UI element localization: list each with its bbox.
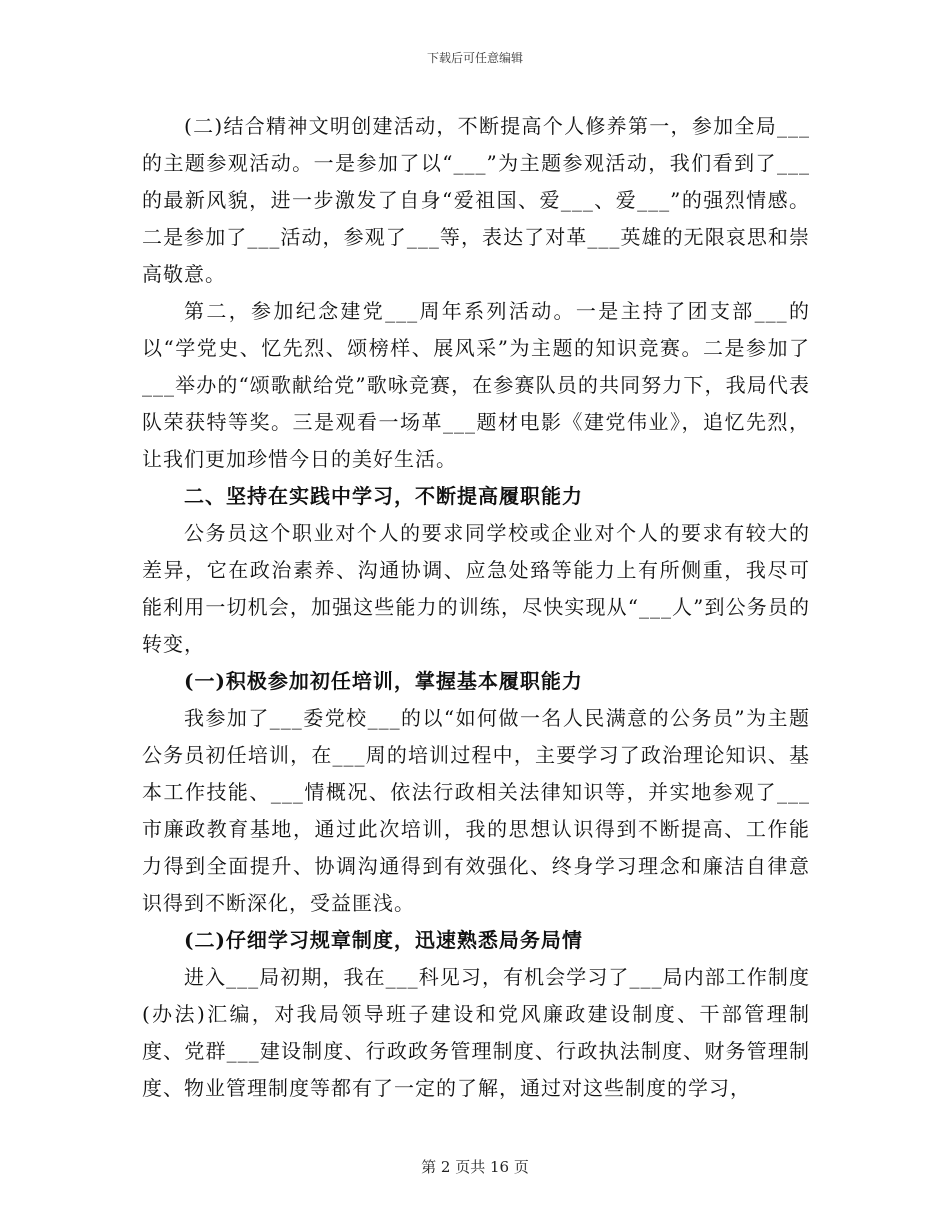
section-heading: (一)积极参加初任培训，掌握基本履职能力 (184, 669, 583, 693)
page-header: 下载后可任意编辑 (426, 51, 523, 65)
section-heading: (二)仔细学习规章制度，迅速熟悉局务局情 (184, 928, 583, 952)
paragraph: 第二，参加纪念建党___周年系列活动。一是主持了团支部___的以“学党史、忆先烈、颂榜样、展风采”为主题的知识竞赛。二是参加了___举办的“颂歌献给党”歌咏竞赛，在参赛队员的共同努力下，我局代表队荣获特等奖。三是观看一场革___题材电影《建党伟业》，追忆先烈，让我们更加珍惜今日的美好生活。 (142, 299, 810, 471)
page-footer: 第 2 页共 16 页 (421, 1158, 529, 1176)
section-heading: 二、坚持在实践中学习，不断提高履职能力 (184, 484, 583, 508)
document-body (142, 108, 810, 1107)
paragraph: (二)结合精神文明创建活动，不断提高个人修养第一，参加全局___的主题参观活动。一是参加了以“___”为主题参观活动，我们看到了___的最新风貌，进一步激发了自身“爱祖国、爱___、爱___”的强烈情感。二是参加了___活动，参观了___等，表达了对革___英雄的无限哀思和崇高敬意。 (142, 114, 810, 286)
paragraph: 公务员这个职业对个人的要求同学校或企业对个人的要求有较大的差异，它在政治素养、沟通协调、应急处臵等能力上有所侧重，我尽可能利用一切机会，加强这些能力的训练，尽快实现从“___人”到公务员的转变， (142, 521, 810, 656)
paragraph: 进入___局初期，我在___科见习，有机会学习了___局内部工作制度(办法)汇编，对我局领导班子建设和党风廉政建设制度、干部管理制度、党群___建设制度、行政政务管理制度、行政执法制度、财务管理制度、物业管理制度等都有了一定的了解，通过对这些制度的学习， (142, 965, 810, 1100)
paragraph: 我参加了___委党校___的以“如何做一名人民满意的公务员”为主题公务员初任培训，在___周的培训过程中，主要学习了政治理论知识、基本工作技能、___情概况、依法行政相关法律知识等，并实地参观了___市廉政教育基地，通过此次培训，我的思想认识得到不断提高、工作能力得到全面提升、协调沟通得到有效强化、终身学习理念和廉洁自律意识得到不断深化，受益匪浅。 (142, 706, 810, 915)
